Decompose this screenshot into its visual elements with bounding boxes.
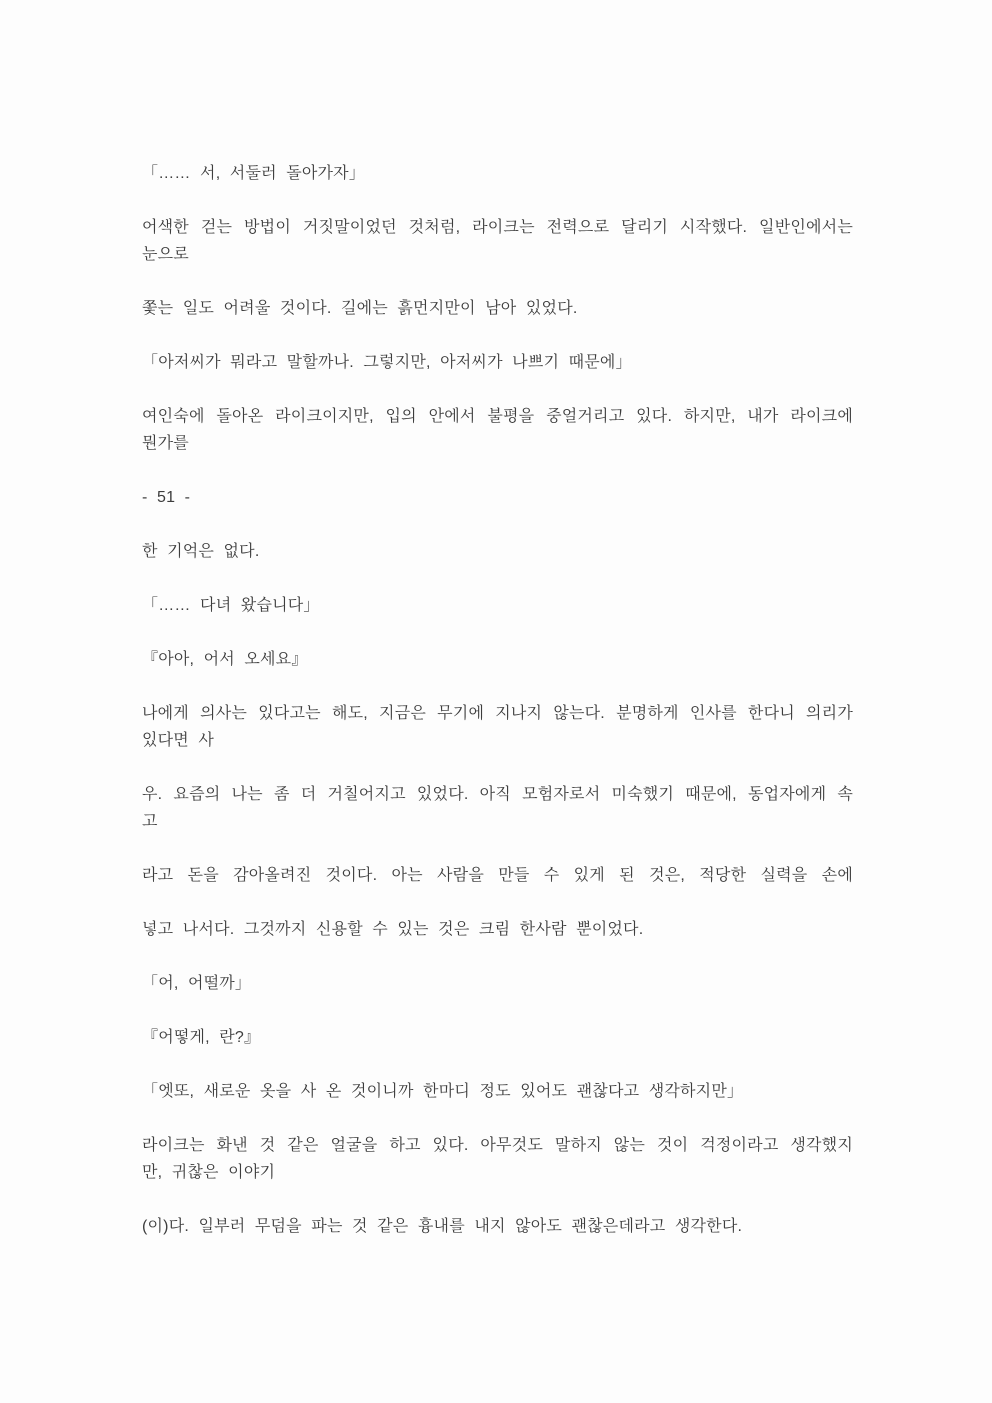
- text-line: 넣고 나서다. 그것까지 신용할 수 있는 것은 크림 한사람 뿐이었다.: [142, 921, 644, 938]
- text-line: 라고 돈을 감아올려진 것이다. 아는 사람을 만들 수 있게 된 것은, 적당한 실력을 손에: [142, 867, 853, 884]
- paragraph: [142, 646, 853, 673]
- paragraph: [142, 295, 853, 322]
- paragraph: [142, 700, 853, 754]
- text-line: 여인숙에 돌아온 라이크이지만, 입의 안에서 불평을 중얼거리고 있다. 하지만, 내가 라이크에: [142, 408, 853, 425]
- text-line: 고: [142, 813, 158, 830]
- text-line: 『어떻게, 란?』: [142, 1029, 261, 1046]
- text-line: 만, 귀찮은 이야기: [142, 1164, 276, 1181]
- paragraph: [142, 781, 853, 835]
- paragraph: [142, 1078, 853, 1105]
- text-line: 『아아, 어서 오세요』: [142, 651, 308, 668]
- paragraph: [142, 214, 853, 268]
- text-line: 나에게 의사는 있다고는 해도, 지금은 무기에 지나지 않는다. 분명하게 인사를 한다니 의리가: [142, 705, 853, 722]
- page-number: [142, 484, 853, 511]
- paragraph: [142, 1024, 853, 1051]
- text-line: 「…… 다녀 왔습니다」: [142, 597, 320, 614]
- paragraph: [142, 970, 853, 997]
- text-line: 「엣또, 새로운 옷을 사 온 것이니까 한마디 정도 있어도 괜찮다고 생각하지만」: [142, 1083, 744, 1100]
- paragraph: [142, 1213, 853, 1240]
- text-line: 「아저씨가 뭐라고 말할까나. 그렇지만, 아저씨가 나쁘기 때문에」: [142, 354, 632, 371]
- paragraph: [142, 592, 853, 619]
- paragraph: [142, 538, 853, 565]
- paragraph: [142, 403, 853, 457]
- text-line: 뭔가를: [142, 435, 189, 452]
- text-line: 눈으로: [142, 246, 189, 263]
- text-line: 「…… 서, 서둘러 돌아가자」: [142, 165, 366, 182]
- paragraph: [142, 349, 853, 376]
- text-line: (이)다. 일부러 무덤을 파는 것 같은 흉내를 내지 않아도 괜찮은데라고 생각한다.: [142, 1218, 743, 1235]
- text-line: 우. 요즘의 나는 좀 더 거칠어지고 있었다. 아직 모험자로서 미숙했기 때문에, 동업자에게 속: [142, 786, 853, 803]
- text-line: 라이크는 화낸 것 같은 얼굴을 하고 있다. 아무것도 말하지 않는 것이 걱정이라고 생각했지: [142, 1137, 853, 1154]
- text-line: - 51 -: [142, 489, 191, 506]
- paragraph: [142, 862, 853, 889]
- paragraph: [142, 916, 853, 943]
- text-line: 한 기억은 없다.: [142, 543, 260, 560]
- text-line: 쫓는 일도 어려울 것이다. 길에는 흙먼지만이 남아 있었다.: [142, 300, 578, 317]
- text-line: 있다면 사: [142, 732, 215, 749]
- text-line: 어색한 걷는 방법이 거짓말이었던 것처럼, 라이크는 전력으로 달리기 시작했다. 일반인에서는: [142, 219, 853, 236]
- text-line: 「어, 어떨까」: [142, 975, 252, 992]
- paragraph: [142, 160, 853, 187]
- paragraph: [142, 1132, 853, 1186]
